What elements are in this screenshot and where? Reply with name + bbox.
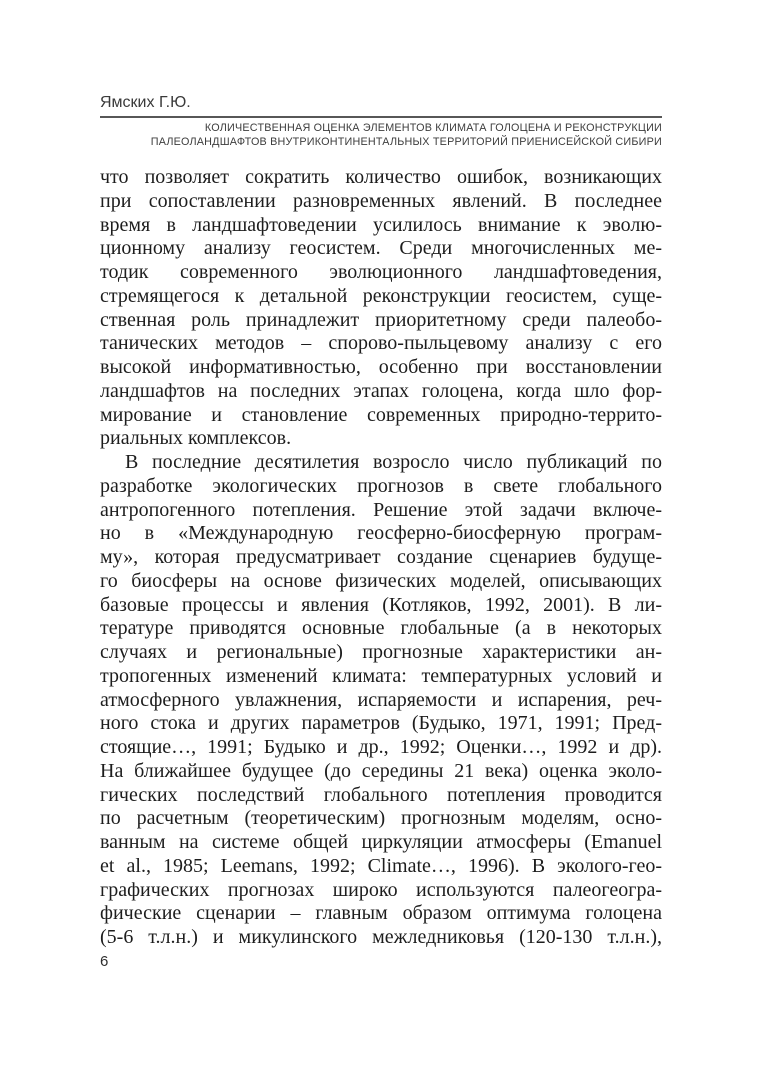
text-line: ственная роль принадлежит приоритетному среди палеобо-	[100, 308, 662, 331]
text-line: тодик современного эволюционного ландшафтоведения,	[100, 261, 662, 283]
text-line: но в «Международную геосферно-биосферную програм-	[100, 522, 662, 545]
text-line: базовые процессы и явления (Котляков, 1992, 2001). В ли-	[100, 593, 662, 616]
text-line: тропогенных изменений климата: температурных условий и	[100, 664, 662, 687]
text-line: антропогенного потепления. Решение этой задачи включе-	[100, 498, 662, 521]
running-title	[100, 122, 662, 149]
text-line: тературе приводятся основные глобальные (а в некоторых	[100, 617, 662, 640]
text-line: стоящие…, 1991; Будыко и др., 1992; Оценки…, 1992 и др).	[100, 736, 662, 758]
page-header-author: Ямских Г.Ю.	[100, 94, 191, 111]
text-line: случаях и региональные) прогнозные характеристики ан-	[100, 641, 662, 663]
text-line: му», которая предусматривает создание сценариев будуще-	[100, 546, 662, 568]
running-title-line-2: ПАЛЕОЛАНДШАФТОВ ВНУТРИКОНТИНЕНТАЛЬНЫХ ТЕРРИТОРИЙ ПРИЕНИСЕЙСКОЙ СИБИРИ	[150, 135, 662, 148]
text-line: го биосферы на основе физических моделей, описывающих	[100, 569, 662, 592]
text-line: мирование и становление современных природно-террито-	[100, 403, 662, 426]
text-line: фические сценарии – главным образом оптимума голоцена	[100, 902, 662, 925]
text-line: ванным на системе общей циркуляции атмосферы (Emanuel	[100, 831, 662, 853]
text-line: высокой информативностью, особенно при восстановлении	[100, 356, 662, 378]
header-rule	[100, 116, 662, 118]
text-line: графических прогнозах широко используются палеогеогра-	[100, 878, 662, 901]
text-line: et al., 1985; Leemans, 1992; Climate…, 1996). В эколого-гео-	[100, 854, 662, 877]
text-line: разработке экологических прогнозов в свете глобального	[100, 474, 662, 497]
text-line: ного стока и других параметров (Будыко, 1971, 1991; Пред-	[100, 712, 662, 735]
text-line: стремящегося к детальной реконструкции геосистем, суще-	[100, 284, 662, 307]
text-line: время в ландшафтоведении усилилось внимание к эволю-	[100, 213, 662, 236]
text-line: гических последствий глобального потепления проводится	[100, 783, 662, 806]
text-line: (5-6 т.л.н.) и микулинского межледниковья (120-130 т.л.н.),	[100, 926, 662, 948]
text-line: при сопоставлении разновременных явлений. В последнее	[100, 189, 662, 212]
body-text	[100, 166, 662, 950]
text-line: что позволяет сократить количество ошибок, возникающих	[100, 166, 662, 188]
text-line: атмосферного увлажнения, испаряемости и испарения, реч-	[100, 688, 662, 711]
text-line: ционному анализу геосистем. Среди многочисленных ме-	[100, 237, 662, 260]
text-line: В последние десятилетия возросло число публикаций по	[125, 451, 662, 473]
text-line: риальных комплексов.	[100, 427, 292, 450]
text-line: ландшафтов на последних этапах голоцена, когда шло фор-	[100, 379, 662, 402]
page-number: 6	[100, 953, 109, 970]
text-line: танических методов – спорово-пыльцевому анализу с его	[100, 332, 662, 355]
text-line: На ближайшее будущее (до середины 21 века) оценка эколо-	[100, 759, 662, 782]
text-line: по расчетным (теоретическим) прогнозным моделям, осно-	[100, 807, 662, 830]
running-title-line-1: КОЛИЧЕСТВЕННАЯ ОЦЕНКА ЭЛЕМЕНТОВ КЛИМАТА ГОЛОЦЕНА И РЕКОНСТРУКЦИИ	[204, 122, 662, 134]
